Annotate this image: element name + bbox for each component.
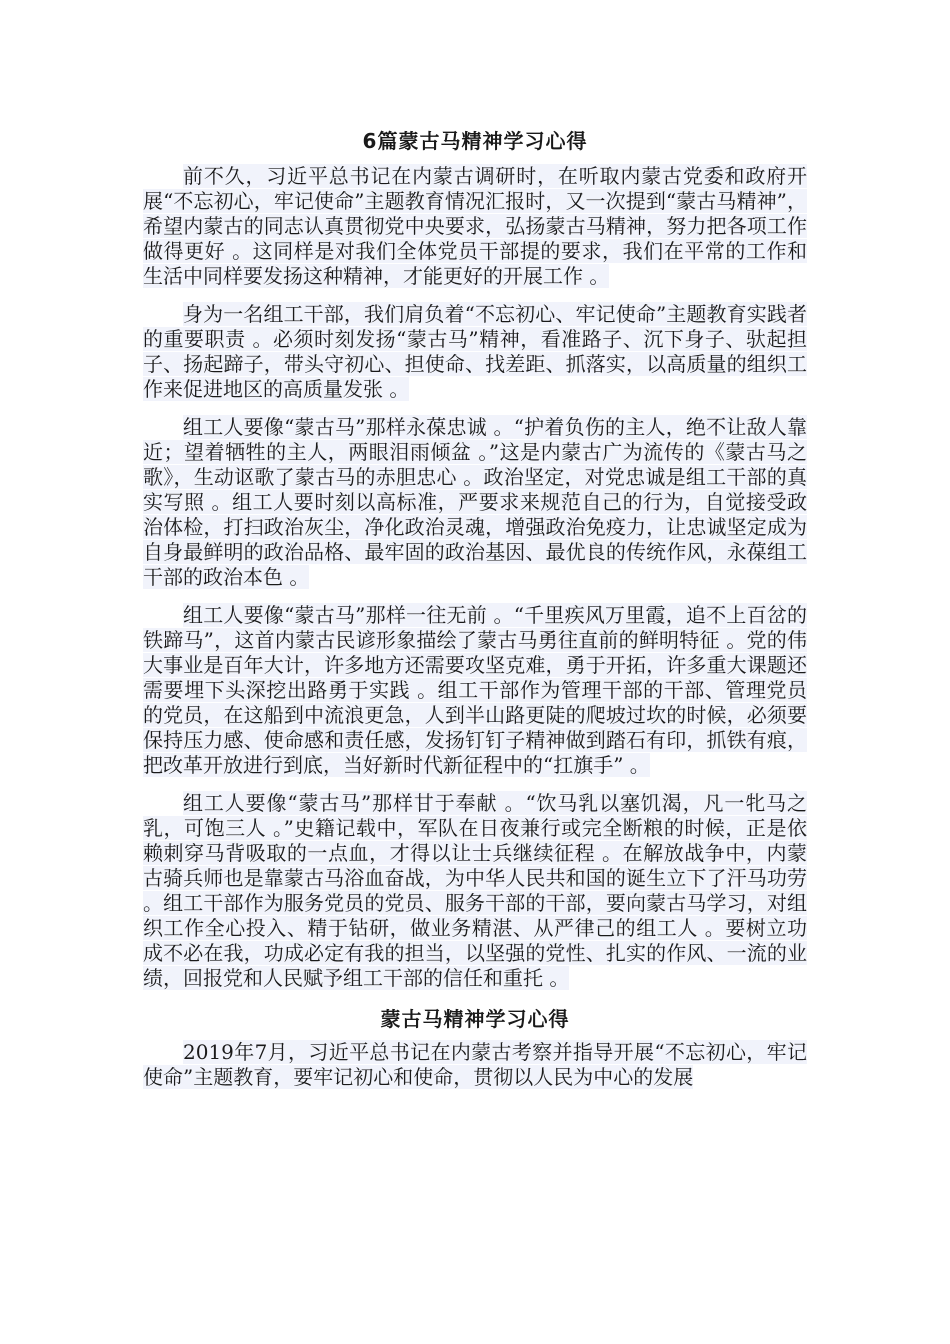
document-title: 6篇蒙古马精神学习心得 bbox=[362, 129, 588, 153]
paragraph-text: 组工人要像“蒙古马”那样永葆忠诚 。“护着负伤的主人，绝不让敌人靠近；望着牺牲的主人，两眼泪雨倾盆 。”这是内蒙古广为流传的《蒙古马之歌》，生动讴歌了蒙古马的赤胆忠心 。政治坚定，对党忠诚是组工干部的真实写照 。组工人要时刻以高标准，严要求来规范自己的行为，自觉接受政治体检，打扫政治灰尘，净化政治灵魂，增强政治免疫力，让忠诚坚定成为自身最鲜明的政治品格、最牢固的政治基因、最优良的传统作风，永葆组工干部的政治本色 。 bbox=[143, 415, 807, 589]
paragraph-text: 前不久，习近平总书记在内蒙古调研时，在听取内蒙古党委和政府开展“不忘初心，牢记使命”主题教育情况汇报时，又一次提到“蒙古马精神”，希望内蒙古的同志认真贯彻党中央要求，弘扬蒙古马精神，努力把各项工作做得更好 。这同样是对我们全体党员干部提的要求，我们在平常的工作和生活中同样要发扬这种精神，才能更好的开展工作 。 bbox=[143, 164, 807, 288]
paragraph-1 bbox=[143, 164, 807, 289]
paragraph-2 bbox=[143, 302, 807, 402]
paragraph-4 bbox=[143, 603, 807, 778]
document-page bbox=[143, 126, 807, 1103]
paragraph-3 bbox=[143, 415, 807, 590]
section-subtitle: 蒙古马精神学习心得 bbox=[380, 1007, 570, 1031]
paragraph-text: 2019年7月，习近平总书记在内蒙古考察并指导开展“不忘初心，牢记使命”主题教育，要牢记初心和使命，贯彻以人民为中心的发展 bbox=[143, 1040, 807, 1089]
paragraph-text: 组工人要像“蒙古马”那样甘于奉献 。“饮马乳以塞饥渴，凡一牝马之乳，可饱三人 。”史籍记载中，军队在日夜兼行或完全断粮的时候，正是依赖刺穿马背吸取的一点血，才得以让士兵继续征程 。在解放战争中，内蒙古骑兵师也是靠蒙古马浴血奋战，为中华人民共和国的诞生立下了汗马功劳 。组工干部作为服务党员的党员、服务干部的干部，要向蒙古马学习，对组织工作全心投入、精于钻研，做业务精湛、从严律己的组工人 。要树立功成不必在我，功成必定有我的担当，以坚强的党性、扎实的作风、一流的业绩，回报党和人民赋予组工干部的信任和重托 。 bbox=[143, 791, 807, 990]
paragraph-5 bbox=[143, 791, 807, 991]
paragraph-text: 组工人要像“蒙古马”那样一往无前 。“千里疾风万里霞，追不上百岔的铁蹄马”，这首内蒙古民谚形象描绘了蒙古马勇往直前的鲜明特征 。党的伟大事业是百年大计，许多地方还需要攻坚克难，勇于开拓，许多重大课题还需要埋下头深挖出路勇于实践 。组工干部作为管理干部的干部、管理党员的党员，在这船到中流浪更急，人到半山路更陡的爬坡过坎的时候，必须要保持压力感、使命感和责任感，发扬钉钉子精神做到踏石有印，抓铁有痕，把改革开放进行到底，当好新时代新征程中的“扛旗手” 。 bbox=[143, 603, 807, 777]
paragraph-text: 身为一名组工干部，我们肩负着“不忘初心、牢记使命”主题教育实践者的重要职责 。必须时刻发扬“蒙古马”精神，看准路子、沉下身子、驮起担子、扬起蹄子，带头守初心、担使命、找差距、抓落实，以高质量的组织工作来促进地区的高质量发张 。 bbox=[143, 302, 807, 401]
subsection-paragraph-1 bbox=[143, 1040, 807, 1090]
